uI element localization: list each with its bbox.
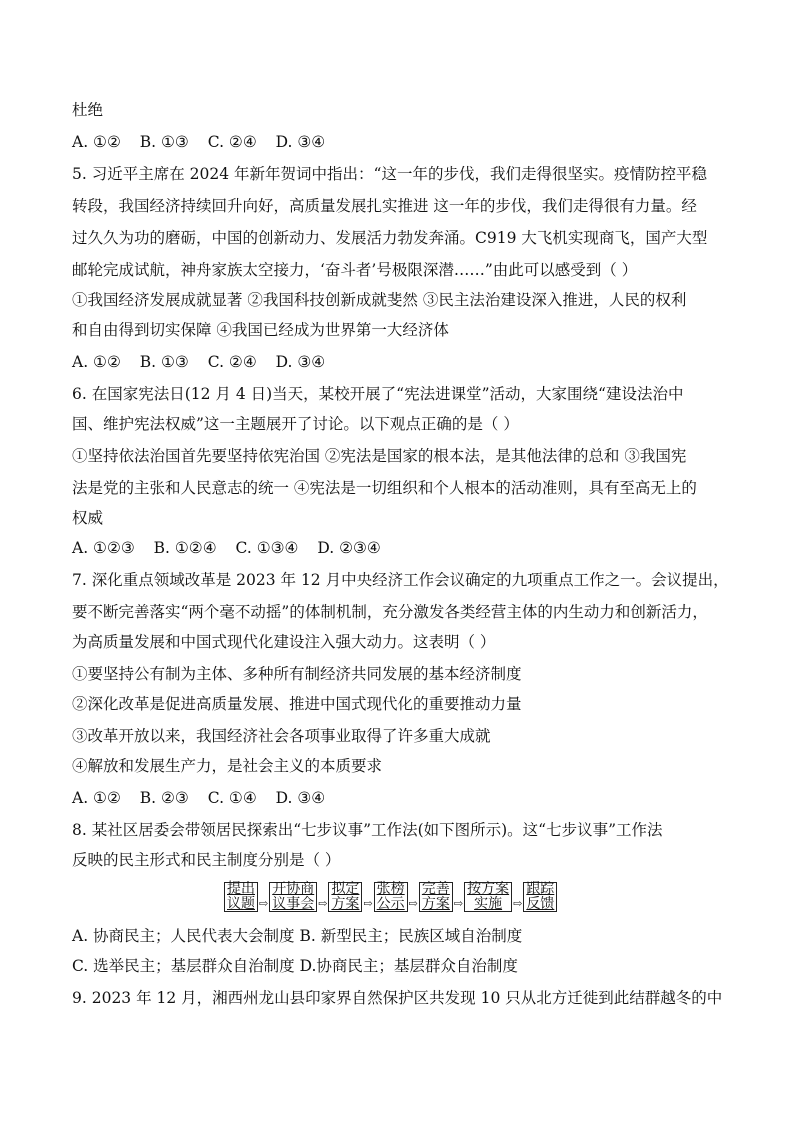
arrow-icon: ⇨ — [318, 896, 328, 910]
option-b: B. ①③ — [139, 133, 189, 151]
answer-options — [72, 788, 339, 808]
option-a: A. ①②③ — [72, 539, 135, 557]
option-d: D. ③④ — [275, 353, 326, 371]
option-d: D. ②③④ — [317, 539, 381, 557]
option-b: B. ①②④ — [153, 539, 217, 557]
option-d: D. ③④ — [275, 133, 326, 151]
question-6-statements: 法是党的主张和人民意志的统一 ④宪法是一切组织和个人根本的活动准则，具有至高无上的 — [72, 479, 697, 497]
flow-step: 按方案 实施 — [464, 882, 512, 912]
question-7-statement: ①要坚持公有制为主体、多种所有制经济共同发展的基本经济制度 — [72, 665, 522, 683]
answer-options — [72, 352, 339, 372]
option-a: A. ①② — [72, 789, 121, 807]
flow-step: 提出 议题 — [224, 882, 258, 912]
option-c: C. ②④ — [207, 353, 257, 371]
question-5-statements: ①我国经济发展成就显著 ②我国科技创新成就斐然 ③民主法治建设深入推进，人民的权利 — [72, 291, 687, 309]
question-6-text: 6. 在国家宪法日(12 月 4 日)当天，某校开展了“宪法进课堂”活动，大家围绕“建设法治中 — [72, 385, 684, 403]
answer-options — [72, 538, 395, 558]
seven-step-flow-diagram — [224, 880, 557, 914]
question-5-text: 过久久为功的磨砺，中国的创新动力、发展活力勃发奔涌。C919 大飞机实现商飞，国产大型 — [72, 229, 708, 247]
question-8-options: A. 协商民主；人民代表大会制度 B. 新型民主；民族区域自治制度 — [72, 927, 523, 945]
question-7-statement: ③改革开放以来，我国经济社会各项事业取得了许多重大成就 — [72, 727, 491, 745]
question-7-statement: ④解放和发展生产力，是社会主义的本质要求 — [72, 757, 383, 775]
option-c: C. ①③④ — [235, 539, 299, 557]
question-8-options: C. 选举民主；基层群众自治制度 D.协商民主；基层群众自治制度 — [72, 957, 518, 975]
flow-step: 张榜 公示 — [374, 882, 408, 912]
question-6-statements: 权威 — [72, 509, 104, 527]
text-line: 杜绝 — [72, 101, 104, 119]
question-5-text: 5. 习近平主席在 2024 年新年贺词中指出：“这一年的步伐，我们走得很坚实。疫情防控平稳 — [72, 165, 707, 183]
question-7-text: 7. 深化重点领域改革是 2023 年 12 月中央经济工作会议确定的九项重点工作之一。会议提出， — [72, 571, 729, 589]
option-d: D. ③④ — [275, 789, 326, 807]
arrow-icon: ⇨ — [408, 896, 418, 910]
arrow-icon: ⇨ — [513, 896, 523, 910]
arrow-icon: ⇨ — [453, 896, 464, 910]
arrow-icon: ⇨ — [259, 896, 269, 910]
question-8-text: 反映的民主形式和民主制度分别是（ ） — [72, 851, 341, 869]
question-5-text: 邮轮完成试航，神舟家族太空接力，‘奋斗者’号极限深潜……”由此可以感受到（ ） — [72, 261, 638, 279]
question-7-text: 为高质量发展和中国式现代化建设注入强大动力。这表明（ ） — [72, 633, 496, 651]
question-5-statements: 和自由得到切实保障 ④我国已经成为世界第一大经济体 — [72, 321, 449, 339]
flow-step: 完善 方案 — [419, 882, 453, 912]
arrow-icon: ⇨ — [363, 896, 373, 910]
question-9-text: 9. 2023 年 12 月，湘西州龙山县印家界自然保护区共发现 10 只从北方迁徙到此结群越冬的中 — [72, 989, 723, 1007]
flow-step: 开协商 议事会 — [269, 882, 317, 912]
question-6-statements: ①坚持依法治国首先要坚持依宪治国 ②宪法是国家的根本法，是其他法律的总和 ③我国宪 — [72, 447, 687, 465]
question-6-text: 国、维护宪法权威”这一主题展开了讨论。以下观点正确的是（ ） — [72, 415, 519, 433]
option-a: A. ①② — [72, 133, 121, 151]
question-8-text: 8. 某社区居委会带领居民探索出“七步议事”工作法(如下图所示)。这“七步议事”工作法 — [72, 821, 663, 839]
answer-options — [72, 132, 339, 152]
question-7-text: 要不断完善落实“两个毫不动摇”的体制机制，充分激发各类经营主体的内生动力和创新活力， — [72, 603, 708, 621]
flow-step: 拟定 方案 — [328, 882, 362, 912]
question-7-statement: ②深化改革是促进高质量发展、推进中国式现代化的重要推动力量 — [72, 695, 522, 713]
option-b: B. ②③ — [139, 789, 189, 807]
option-b: B. ①③ — [139, 353, 189, 371]
option-c: C. ②④ — [207, 133, 257, 151]
question-5-text: 转段，我国经济持续回升向好，高质量发展扎实推进 这一年的步伐，我们走得很有力量。经 — [72, 197, 697, 215]
option-c: C. ①④ — [207, 789, 257, 807]
flow-step: 跟踪 反馈 — [523, 882, 557, 912]
option-a: A. ①② — [72, 353, 121, 371]
